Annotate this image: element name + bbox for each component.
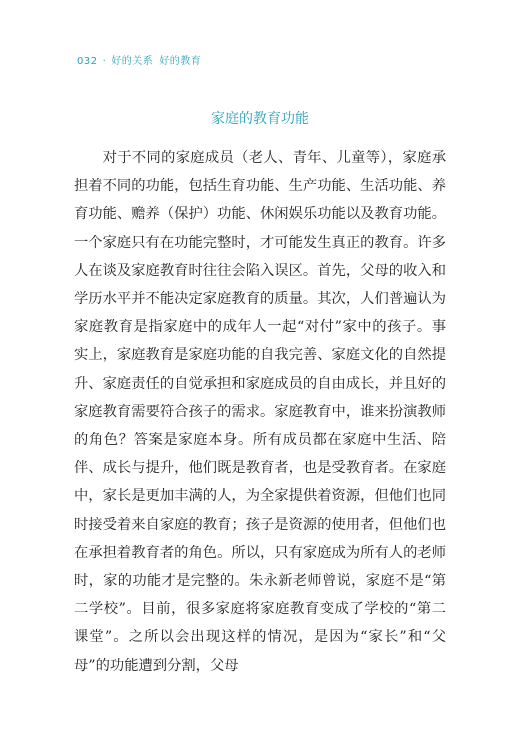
section-title: 家庭的教育功能 (211, 111, 309, 127)
header-separator: · (102, 56, 107, 67)
body-paragraph: 对于不同的家庭成员（老人、青年、儿童等），家庭承担着不同的功能，包括生育功能、生产功能、生活功能、养育功能、赡养（保护）功能、休闲娱乐功能以及教育功能。一个家庭只有在功能完整时，才可能发生真正的教育。许多人在谈及家庭教育时往往会陷入误区。首先，父母的收入和学历水平并不能决定家庭教育的质量。其次，人们普遍认为家庭教育是指家庭中的成年人一起“对付”家中的孩子。事实上，家庭教育是家庭功能的自我完善、家庭文化的自然提升、家庭责任的自觉承担和家庭成员的自由成长，并且好的家庭教育需要符合孩子的需求。家庭教育中，谁来扮演教师的角色？答案是家庭本身。所有成员都在家庭中生活、陪伴、成长与提升，他们既是教育者，也是受教育者。在家庭中，家长是更加丰满的人，为全家提供着资源，但他们也同时接受着来自家庭的教育；孩子是资源的使用者，但他们也在承担着教育者的角色。所以，只有家庭成为所有人的老师时，家的功能才是完整的。朱永新老师曾说，家庭不是“第二学校”。目前，很多家庭将家庭教育变成了学校的“第二课堂”。之所以会出现这样的情况，是因为“家长”和“父母”的功能遭到分割，父母 (74, 150, 446, 674)
page-number: 032 (77, 56, 98, 67)
book-title-part2: 好的教育 (159, 56, 202, 67)
running-header (77, 52, 201, 67)
book-title-part1: 好的关系 (111, 56, 154, 67)
